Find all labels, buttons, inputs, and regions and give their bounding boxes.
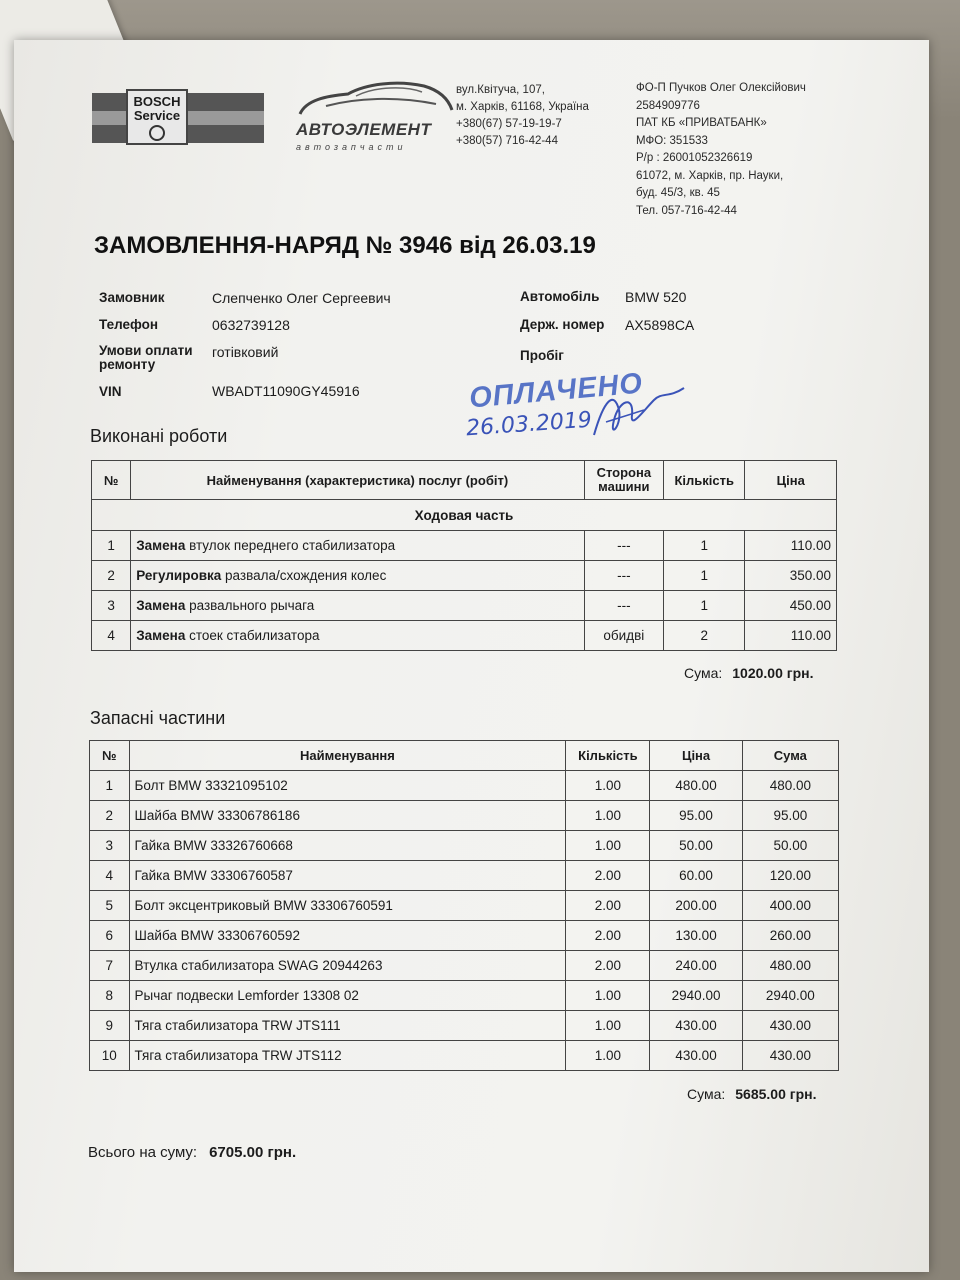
bank-line: МФО: 351533: [636, 134, 708, 147]
bank-line: ФО-П Пучков Олег Олексійович: [636, 82, 806, 94]
part-name: Гайка BMW 33306760587: [129, 861, 566, 891]
part-price: 130.00: [650, 921, 742, 951]
row-number: 8: [90, 981, 130, 1011]
works-section-title: Виконані роботи: [90, 426, 228, 446]
work-description: развала/схождения колес: [221, 568, 387, 583]
address-line: м. Харків, 61168, Україна: [456, 101, 589, 113]
row-number: 9: [90, 1011, 130, 1041]
service-logo-text: Service: [133, 108, 181, 123]
table-row: [90, 1041, 839, 1071]
part-price: 430.00: [650, 1011, 742, 1041]
address-line: +380(57) 716-42-44: [456, 135, 558, 147]
bank-line: буд. 45/3, кв. 45: [636, 187, 720, 199]
bank-line: Тел. 057-716-42-44: [636, 204, 737, 217]
parts-sum-label: Сума:: [687, 1086, 726, 1102]
work-side: ---: [584, 591, 663, 621]
work-side: ---: [584, 561, 663, 591]
part-qty: 1.00: [566, 801, 650, 831]
payment-value: готівковий: [212, 344, 279, 360]
bosch-service-logo: [92, 93, 264, 143]
row-number: 4: [90, 861, 130, 891]
part-qty: 1.00: [566, 771, 650, 801]
row-number: 5: [90, 891, 130, 921]
works-table: [91, 460, 837, 651]
table-row: [92, 621, 837, 651]
customer-name: Слепченко Олег Сергеевич: [212, 290, 391, 306]
work-action: Замена: [136, 628, 186, 643]
parts-header-row: [90, 741, 839, 771]
vin-label: VIN: [99, 384, 122, 399]
payment-label-line: ремонту: [99, 357, 156, 372]
works-header-row: [92, 461, 837, 500]
part-qty: 2.00: [566, 921, 650, 951]
grand-total-label: Всього на суму:: [88, 1144, 198, 1161]
grand-total-value: 6705.00 грн.: [209, 1144, 297, 1161]
document-title: ЗАМОВЛЕННЯ-НАРЯД № 3946 від 26.03.19: [94, 232, 596, 259]
work-action: Регулировка: [136, 568, 222, 583]
works-header-cell: Ціна: [745, 461, 837, 500]
table-row: [90, 801, 839, 831]
part-sum: 480.00: [742, 951, 838, 981]
payment-label: [99, 344, 193, 372]
work-price: 110.00: [745, 531, 837, 561]
part-qty: 1.00: [566, 831, 650, 861]
row-number: 3: [92, 591, 131, 621]
car-value: BMW 520: [625, 289, 687, 305]
works-header-cell: Найменування (характеристика) послуг (робіт): [131, 461, 584, 500]
parts-header-cell: Ціна: [650, 741, 742, 771]
part-name: Втулка стабилизатора SWAG 20944263: [129, 951, 566, 981]
payment-label-line: Умови оплати: [99, 343, 193, 358]
bank-line: Р/р : 26001052326619: [636, 152, 753, 164]
company-address: [456, 82, 589, 150]
work-qty: 1: [664, 531, 745, 561]
work-side: обидві: [584, 621, 663, 651]
part-sum: 260.00: [742, 921, 838, 951]
part-price: 430.00: [650, 1041, 742, 1071]
mileage-label: Пробіг: [520, 348, 564, 363]
part-price: 240.00: [650, 951, 742, 981]
bank-line: 2584909776: [636, 99, 700, 112]
work-action: Замена: [136, 598, 186, 613]
row-number: 1: [92, 531, 131, 561]
work-name: [131, 531, 584, 561]
parts-section-title: Запасні частини: [90, 708, 226, 728]
table-row: [92, 531, 837, 561]
row-number: 2: [92, 561, 131, 591]
works-sum-value: 1020.00 грн.: [732, 665, 814, 681]
part-qty: 1.00: [566, 1011, 650, 1041]
row-number: 6: [90, 921, 130, 951]
works-sum-label: Сума:: [684, 665, 723, 681]
table-row: [90, 771, 839, 801]
part-name: Тяга стабилизатора TRW JTS111: [129, 1011, 566, 1041]
part-qty: 2.00: [566, 951, 650, 981]
bank-line: ПАТ КБ «ПРИВАТБАНК»: [636, 117, 767, 129]
parts-sum-value: 5685.00 грн.: [735, 1086, 817, 1102]
parts-header-cell: Сума: [742, 741, 838, 771]
table-row: [92, 591, 837, 621]
table-row: [90, 921, 839, 951]
work-description: развального рычага: [185, 598, 315, 613]
table-row: [90, 981, 839, 1011]
works-group-row: [92, 500, 837, 531]
part-name: Гайка BMW 33326760668: [129, 831, 566, 861]
works-header-cell: Сторона машини: [584, 461, 663, 500]
part-price: 480.00: [650, 771, 742, 801]
work-name: [131, 591, 584, 621]
part-sum: 50.00: [742, 831, 838, 861]
part-sum: 95.00: [742, 801, 838, 831]
avtoelement-tagline: автозапчасти: [296, 142, 407, 152]
table-row: [92, 561, 837, 591]
part-name: Шайба BMW 33306786186: [129, 801, 566, 831]
part-sum: 480.00: [742, 771, 838, 801]
table-row: [90, 891, 839, 921]
work-description: втулок переднего стабилизатора: [185, 538, 396, 553]
invoice-page: [14, 40, 929, 1272]
phone-value: 0632739128: [212, 317, 290, 333]
part-qty: 1.00: [566, 981, 650, 1011]
work-name: [131, 561, 584, 591]
works-header-cell: Кількість: [664, 461, 745, 500]
grand-total: [88, 1144, 296, 1161]
part-sum: 2940.00: [742, 981, 838, 1011]
row-number: 7: [90, 951, 130, 981]
part-qty: 1.00: [566, 1041, 650, 1071]
part-price: 95.00: [650, 801, 742, 831]
phone-label: Телефон: [99, 317, 159, 332]
part-price: 200.00: [650, 891, 742, 921]
works-group-label: Ходовая часть: [92, 500, 837, 531]
part-price: 50.00: [650, 831, 742, 861]
work-qty: 1: [664, 591, 745, 621]
plate-label: Держ. номер: [520, 317, 605, 332]
bosch-logo-text: BOSCH: [133, 94, 181, 109]
part-name: Болт BMW 33321095102: [129, 771, 566, 801]
parts-sum: [687, 1086, 817, 1102]
part-qty: 2.00: [566, 891, 650, 921]
plate-value: AX5898CA: [625, 317, 695, 333]
row-number: 4: [92, 621, 131, 651]
avtoelement-logo-text: АВТОЭЛЕМЕНТ: [296, 120, 432, 139]
work-price: 110.00: [745, 621, 837, 651]
part-name: Болт эксцентриковый BMW 33306760591: [129, 891, 566, 921]
part-price: 60.00: [650, 861, 742, 891]
parts-header-cell: Найменування: [129, 741, 566, 771]
table-row: [90, 831, 839, 861]
part-sum: 120.00: [742, 861, 838, 891]
parts-table: [89, 740, 839, 1071]
work-description: стоек стабилизатора: [185, 628, 320, 643]
car-silhouette-icon: [296, 76, 456, 120]
work-price: 450.00: [745, 591, 837, 621]
row-number: 10: [90, 1041, 130, 1071]
vin-value: WBADT11090GY45916: [212, 383, 360, 399]
work-action: Замена: [136, 538, 186, 553]
row-number: 2: [90, 801, 130, 831]
part-sum: 430.00: [742, 1041, 838, 1071]
works-sum: [684, 665, 814, 681]
parts-header-cell: №: [90, 741, 130, 771]
row-number: 3: [90, 831, 130, 861]
parts-header-cell: Кількість: [566, 741, 650, 771]
work-side: ---: [584, 531, 663, 561]
work-price: 350.00: [745, 561, 837, 591]
row-number: 1: [90, 771, 130, 801]
address-line: вул.Квітуча, 107,: [456, 84, 545, 96]
bosch-armature-icon: [149, 125, 165, 141]
table-row: [90, 861, 839, 891]
part-sum: 400.00: [742, 891, 838, 921]
stamp-date: 26.03.2019: [465, 407, 593, 442]
address-line: +380(67) 57-19-19-7: [456, 118, 562, 130]
car-label: Автомобіль: [520, 289, 600, 304]
bank-line: 61072, м. Харків, пр. Науки,: [636, 169, 784, 182]
customer-label: Замовник: [99, 290, 165, 305]
part-price: 2940.00: [650, 981, 742, 1011]
table-row: [90, 951, 839, 981]
table-row: [90, 1011, 839, 1041]
part-name: Тяга стабилизатора TRW JTS112: [129, 1041, 566, 1071]
part-sum: 430.00: [742, 1011, 838, 1041]
paid-stamp: ОПЛАЧЕНО: [467, 367, 645, 415]
part-name: Шайба BMW 33306760592: [129, 921, 566, 951]
work-name: [131, 621, 584, 651]
bank-details: [636, 80, 806, 220]
signature-icon: [584, 380, 694, 450]
work-qty: 1: [664, 561, 745, 591]
part-name: Рычаг подвески Lemforder 13308 02: [129, 981, 566, 1011]
works-header-cell: №: [92, 461, 131, 500]
work-qty: 2: [664, 621, 745, 651]
part-qty: 2.00: [566, 861, 650, 891]
